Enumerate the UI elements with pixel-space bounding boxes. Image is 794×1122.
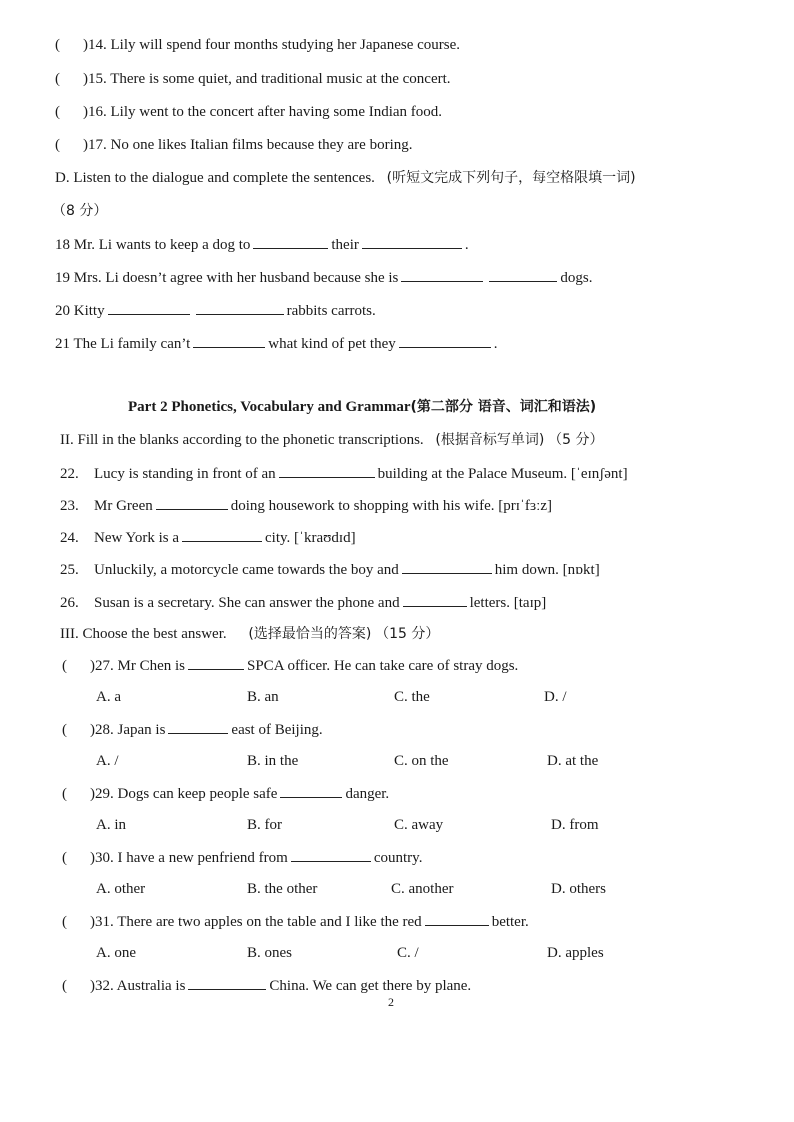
question-27: ( )27. Mr Chen is SPCA officer. He can take care of stray dogs. xyxy=(62,655,518,676)
option-a: A. a xyxy=(96,689,121,705)
answer-blank[interactable] xyxy=(279,463,375,478)
option-b: B. an xyxy=(247,689,279,705)
question-24: 24. New York is a city. [ˈkraʊdɪd] xyxy=(60,527,356,548)
option-b: B. ones xyxy=(247,945,292,961)
question-18: 18 Mr. Li wants to keep a dog to their . xyxy=(55,234,469,255)
answer-blank[interactable] xyxy=(253,234,328,249)
question-14: ( )14. Lily will spend four months studying her Japanese course. xyxy=(55,37,461,53)
question-32: ( )32. Australia is China. We can get there by plane. xyxy=(62,975,471,996)
question-31: ( )31. There are two apples on the table and I like the red better. xyxy=(62,911,529,932)
option-d: D. at the xyxy=(547,753,599,769)
question-19: 19 Mrs. Li doesn’t agree with her husband because she is dogs. xyxy=(55,267,592,288)
answer-blank[interactable] xyxy=(399,333,491,348)
part-2-heading: Part 2 Phonetics, Vocabulary and Grammar(第二部分 语音、词汇和语法) xyxy=(128,399,597,415)
answer-blank[interactable] xyxy=(108,300,190,315)
answer-blank[interactable] xyxy=(182,527,262,542)
answer-blank[interactable] xyxy=(489,267,557,282)
question-28: ( )28. Japan is east of Beijing. xyxy=(62,719,323,740)
section-d-heading: D. Listen to the dialogue and complete the sentences. (听短文完成下列句子，每空格限填一词) xyxy=(55,170,636,186)
option-b: B. in the xyxy=(247,753,299,769)
page-number: 2 xyxy=(388,995,394,1009)
section-ii-heading: II. Fill in the blanks according to the phonetic transcriptions. (根据音标写单词) （5 分） xyxy=(60,432,604,448)
option-a: A. one xyxy=(96,945,136,961)
option-c: C. away xyxy=(394,817,444,833)
option-c: C. on the xyxy=(394,753,449,769)
question-15: ( )15. There is some quiet, and traditional music at the concert. xyxy=(55,71,451,87)
option-b: B. for xyxy=(247,817,282,833)
option-b: B. the other xyxy=(247,881,318,897)
question-17: ( )17. No one likes Italian films because they are boring. xyxy=(55,137,413,153)
answer-blank[interactable] xyxy=(188,655,244,670)
option-c: C. another xyxy=(391,881,454,897)
option-a: A. / xyxy=(96,753,119,769)
question-25: 25. Unluckily, a motorcycle came towards the boy and him down. [nɒkt] xyxy=(60,559,600,580)
section-d-score: （8 分） xyxy=(52,203,108,219)
question-20: 20 Kitty rabbits carrots. xyxy=(55,300,376,321)
answer-blank[interactable] xyxy=(168,719,228,734)
answer-blank[interactable] xyxy=(280,783,342,798)
answer-blank[interactable] xyxy=(402,559,492,574)
question-22: 22. Lucy is standing in front of an building at the Palace Museum. [ˈeɪnʃənt] xyxy=(60,463,628,484)
question-29: ( )29. Dogs can keep people safe danger. xyxy=(62,783,389,804)
answer-blank[interactable] xyxy=(362,234,462,249)
question-26: 26. Susan is a secretary. She can answer the phone and letters. [taɪp] xyxy=(60,592,546,613)
option-a: A. other xyxy=(96,881,146,897)
answer-blank[interactable] xyxy=(196,300,284,315)
answer-blank[interactable] xyxy=(401,267,483,282)
option-d: D. / xyxy=(544,689,567,705)
answer-blank[interactable] xyxy=(403,592,467,607)
option-d: D. others xyxy=(551,881,606,897)
question-30: ( )30. I have a new penfriend from country. xyxy=(62,847,422,868)
option-c: C. / xyxy=(397,945,419,961)
answer-blank[interactable] xyxy=(193,333,265,348)
section-iii-heading: III. Choose the best answer. (选择最恰当的答案) （15 分） xyxy=(60,626,440,642)
question-16: ( )16. Lily went to the concert after having some Indian food. xyxy=(55,104,443,120)
answer-blank[interactable] xyxy=(291,847,371,862)
answer-blank[interactable] xyxy=(188,975,266,990)
option-d: D. apples xyxy=(547,945,604,961)
option-d: D. from xyxy=(551,817,599,833)
option-c: C. the xyxy=(394,689,430,705)
option-a: A. in xyxy=(96,817,126,833)
question-23: 23. Mr Green doing housework to shopping with his wife. [prɪˈfɜːz] xyxy=(60,495,552,516)
answer-blank[interactable] xyxy=(425,911,489,926)
question-21: 21 The Li family can’t what kind of pet they . xyxy=(55,333,497,354)
answer-blank[interactable] xyxy=(156,495,228,510)
